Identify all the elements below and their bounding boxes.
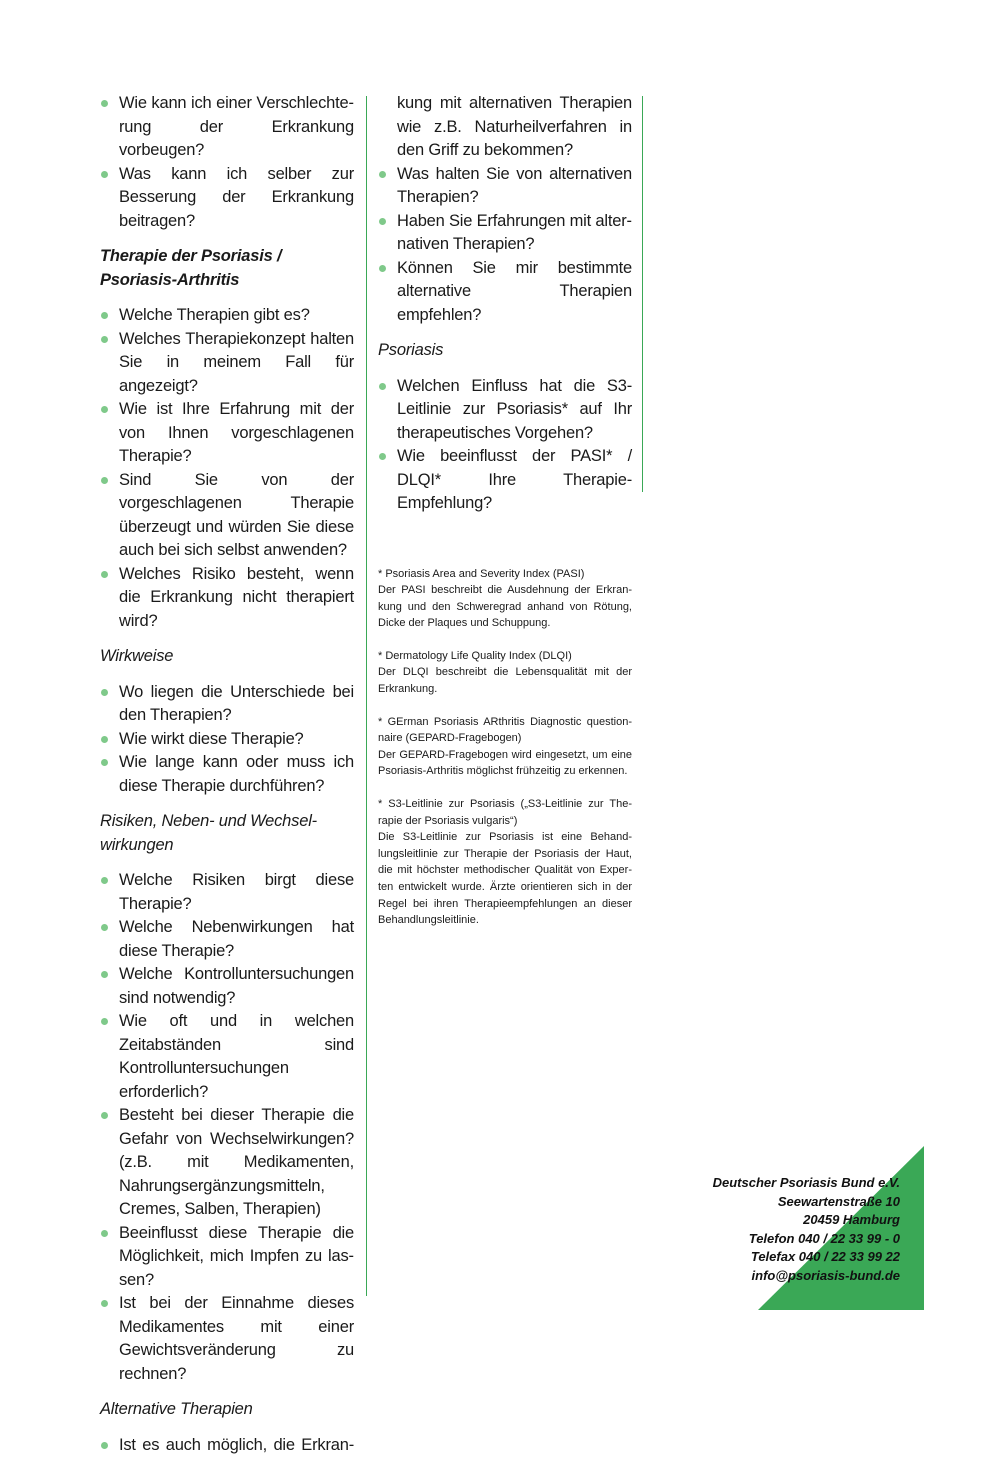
list-item: Welches Therapiekonzept halten Sie in meinem Fall für angezeigt?	[100, 328, 354, 399]
list-item: Sind Sie von der vorgeschlagenen Therapie überzeugt und würden Sie diese auch bei sich selbst anwenden?	[100, 469, 354, 563]
footnote-text: Der DLQI beschreibt die Lebensqualität mit der Erkrankung.	[378, 664, 632, 697]
risiken-list	[100, 869, 354, 1386]
footnotes	[378, 566, 632, 929]
section-heading-psoriasis: Psoriasis	[378, 339, 632, 363]
list-item: Wie beeinflusst der PASI* / DLQI* Ihre Therapie-Empfehlung?	[378, 445, 632, 516]
list-item: Wie ist Ihre Erfahrung mit der von Ihnen vorgeschlagenen Therapie?	[100, 398, 354, 469]
intro-list	[100, 92, 354, 233]
alternativ-list	[100, 1434, 354, 1457]
contact-city: 20459 Hamburg	[713, 1211, 900, 1230]
list-item: Ist es auch möglich, die Erkran-	[100, 1434, 354, 1457]
list-item: Besteht bei dieser Therapie die Gefahr von Wechselwirkungen? (z.B. mit Medikamenten, Nahrungsergänzungsmitteln, Cremes, Salben, Therapien)	[100, 1104, 354, 1222]
psoriasis-list	[378, 375, 632, 516]
section-heading-alternativ: Alternative Therapien	[100, 1398, 354, 1422]
list-item: Was kann ich selber zur Besserung der Erkrankung beitragen?	[100, 163, 354, 234]
contact-org: Deutscher Psoriasis Bund e.V.	[713, 1174, 900, 1193]
section-heading-risiken: Risiken, Neben- und Wechselwirkungen	[100, 810, 354, 857]
therapie-list	[100, 304, 354, 633]
footnote-title: * Psoriasis Area and Severity Index (PASI)	[378, 566, 632, 583]
footnote-text: Der PASI beschreibt die Ausdehnung der Erkrankung und den Schweregrad anhand von Rötung, Dicke der Plaques und Schuppung.	[378, 582, 632, 632]
contact-street: Seewartenstraße 10	[713, 1193, 900, 1212]
list-item: Welches Risiko besteht, wenn die Erkrankung nicht therapiert wird?	[100, 563, 354, 634]
contact-phone: Telefon 040 / 22 33 99 - 0	[713, 1230, 900, 1249]
list-item: Wo liegen die Unterschiede bei den Therapien?	[100, 681, 354, 728]
footnote-title: * S3-Leitlinie zur Psoriasis („S3-Leitlinie zur Therapie der Psoriasis vulgaris“)	[378, 796, 632, 829]
list-item-continued: kung mit alternativen Therapien wie z.B. Naturheilverfahren in den Griff zu bekommen?	[378, 92, 632, 163]
footnote-dlqi	[378, 648, 632, 698]
contact-block	[713, 1174, 900, 1285]
contact-email[interactable]: info@psoriasis-bund.de	[713, 1267, 900, 1286]
wirkweise-list	[100, 681, 354, 799]
list-item: Welche Risiken birgt diese Therapie?	[100, 869, 354, 916]
footnote-gepard	[378, 714, 632, 780]
list-item: Wie kann ich einer Verschlechterung der Erkrankung vorbeugen?	[100, 92, 354, 163]
list-item: Welche Kontrolluntersuchungen sind notwendig?	[100, 963, 354, 1010]
list-item: Was halten Sie von alternativen Therapien?	[378, 163, 632, 210]
list-item: Ist bei der Einnahme dieses Medikamentes mit einer Gewichtsveränderung zu rechnen?	[100, 1292, 354, 1386]
section-heading-wirkweise: Wirkweise	[100, 645, 354, 669]
footnote-title: * GErman Psoriasis ARthritis Diagnostic questionnaire (GEPARD-Fragebogen)	[378, 714, 632, 747]
right-column	[378, 92, 632, 945]
left-column	[100, 92, 354, 1457]
list-item: Haben Sie Erfahrungen mit alternativen Therapien?	[378, 210, 632, 257]
list-item: Welchen Einfluss hat die S3-Leitlinie zur Psoriasis* auf Ihr therapeutisches Vorgehen?	[378, 375, 632, 446]
footnote-text: Der GEPARD-Fragebogen wird eingesetzt, um eine Psoriasis-Arthritis möglichst frühzeitig zu erkennen.	[378, 747, 632, 780]
list-item: Welche Nebenwirkungen hat diese Therapie?	[100, 916, 354, 963]
column-divider-left	[366, 96, 367, 1296]
list-item: Beeinflusst diese Therapie die Möglichkeit, mich Impfen zu lassen?	[100, 1222, 354, 1293]
list-item: Können Sie mir bestimmte alternative Therapien empfehlen?	[378, 257, 632, 328]
alternativ-list-continued	[378, 92, 632, 327]
section-heading-therapie: Therapie der Psoriasis / Psoriasis-Arthritis	[100, 245, 354, 292]
column-divider-right	[642, 96, 643, 492]
list-item: Wie oft und in welchen Zeitabständen sind Kontrolluntersuchungen erforderlich?	[100, 1010, 354, 1104]
list-item: Wie wirkt diese Therapie?	[100, 728, 354, 752]
list-item: Welche Therapien gibt es?	[100, 304, 354, 328]
footnote-s3	[378, 796, 632, 929]
footnote-title: * Dermatology Life Quality Index (DLQI)	[378, 648, 632, 665]
list-item: Wie lange kann oder muss ich diese Therapie durchführen?	[100, 751, 354, 798]
contact-fax: Telefax 040 / 22 33 99 22	[713, 1248, 900, 1267]
footnote-pasi	[378, 566, 632, 632]
footnote-text: Die S3-Leitlinie zur Psoriasis ist eine Behandlungsleitlinie zur Therapie der Psoriasis der Haut, die mit höchster methodischer Qualität von Experten entwickelt wurde. Ärzte orientieren sich in der Regel bei ihren Therapieempfehlungen an dieser Behandlungsleitlinie.	[378, 829, 632, 929]
